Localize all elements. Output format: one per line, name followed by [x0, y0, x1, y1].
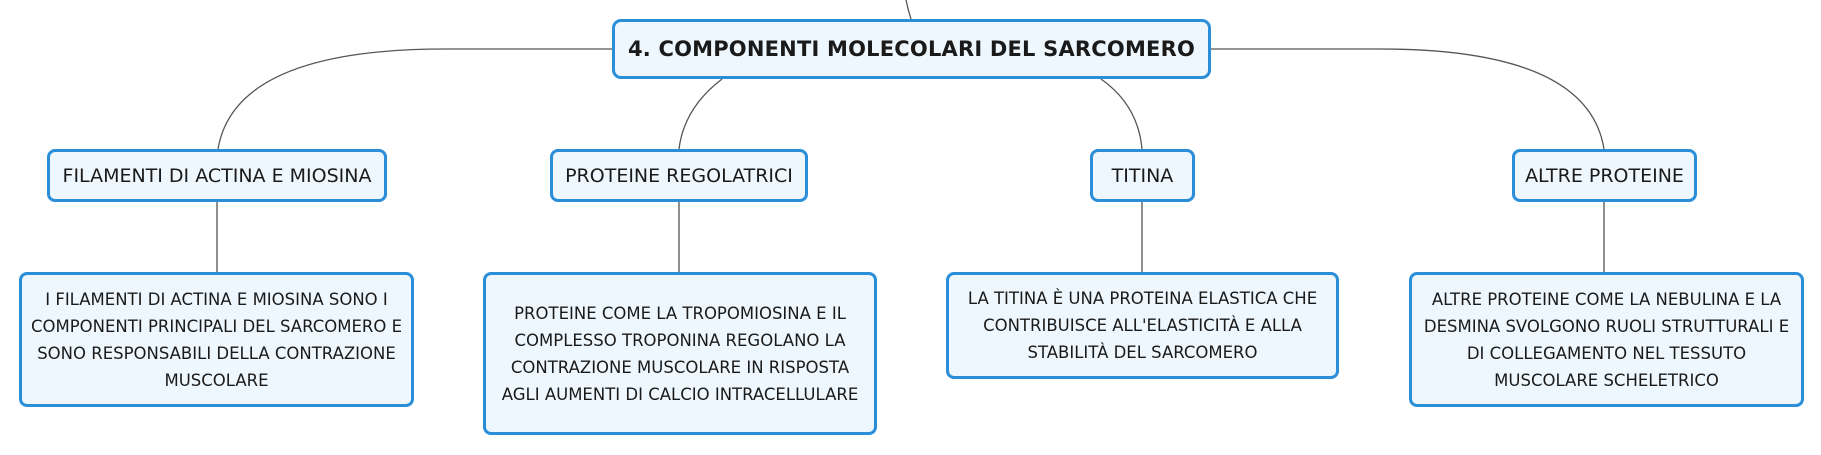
root-node[interactable] — [612, 19, 1211, 79]
category-label: FILAMENTI DI ACTINA E MIOSINA — [62, 164, 372, 187]
connector-root-to-titina — [1101, 79, 1142, 149]
detail-text: LA TITINA È UNA PROTEINA ELASTICA CHE CONTRIBUISCE ALL'ELASTICITÀ E ALLA STABILITÀ DEL SARCOMERO — [967, 289, 1318, 362]
detail-node-altre-proteine[interactable] — [1409, 272, 1804, 407]
category-label: ALTRE PROTEINE — [1525, 164, 1684, 187]
category-node-titina[interactable] — [1090, 149, 1195, 202]
detail-text: PROTEINE COME LA TROPOMIOSINA E IL COMPLESSO TROPONINA REGOLANO LA CONTRAZIONE MUSCOLARE IN RISPOSTA AGLI AUMENTI DI CALCIO INTRACELLULARE — [501, 303, 859, 404]
detail-text: I FILAMENTI DI ACTINA E MIOSINA SONO I COMPONENTI PRINCIPALI DEL SARCOMERO E SONO RESPONSABILI DELLA CONTRAZIONE MUSCOLARE — [30, 289, 403, 390]
detail-text: ALTRE PROTEINE COME LA NEBULINA E LA DESMINA SVOLGONO RUOLI STRUTTURALI E DI COLLEGAMENTO NEL TESSUTO MUSCOLARE SCHELETRICO — [1423, 289, 1790, 390]
detail-node-actina-miosina[interactable] — [19, 272, 414, 407]
parent-connector — [906, 0, 911, 19]
category-label: PROTEINE REGOLATRICI — [565, 164, 793, 187]
category-node-proteine-regolatrici[interactable] — [550, 149, 808, 202]
connector-root-to-altre-proteine — [1211, 49, 1604, 149]
detail-node-proteine-regolatrici[interactable] — [483, 272, 877, 435]
connector-root-to-actina-miosina — [218, 49, 612, 149]
detail-node-titina[interactable] — [946, 272, 1339, 379]
category-node-actina-miosina[interactable] — [47, 149, 387, 202]
category-node-altre-proteine[interactable] — [1512, 149, 1697, 202]
category-label: TITINA — [1111, 164, 1174, 187]
connector-root-to-proteine-regolatrici — [679, 79, 722, 149]
root-title: 4. COMPONENTI MOLECOLARI DEL SARCOMERO — [627, 37, 1196, 61]
